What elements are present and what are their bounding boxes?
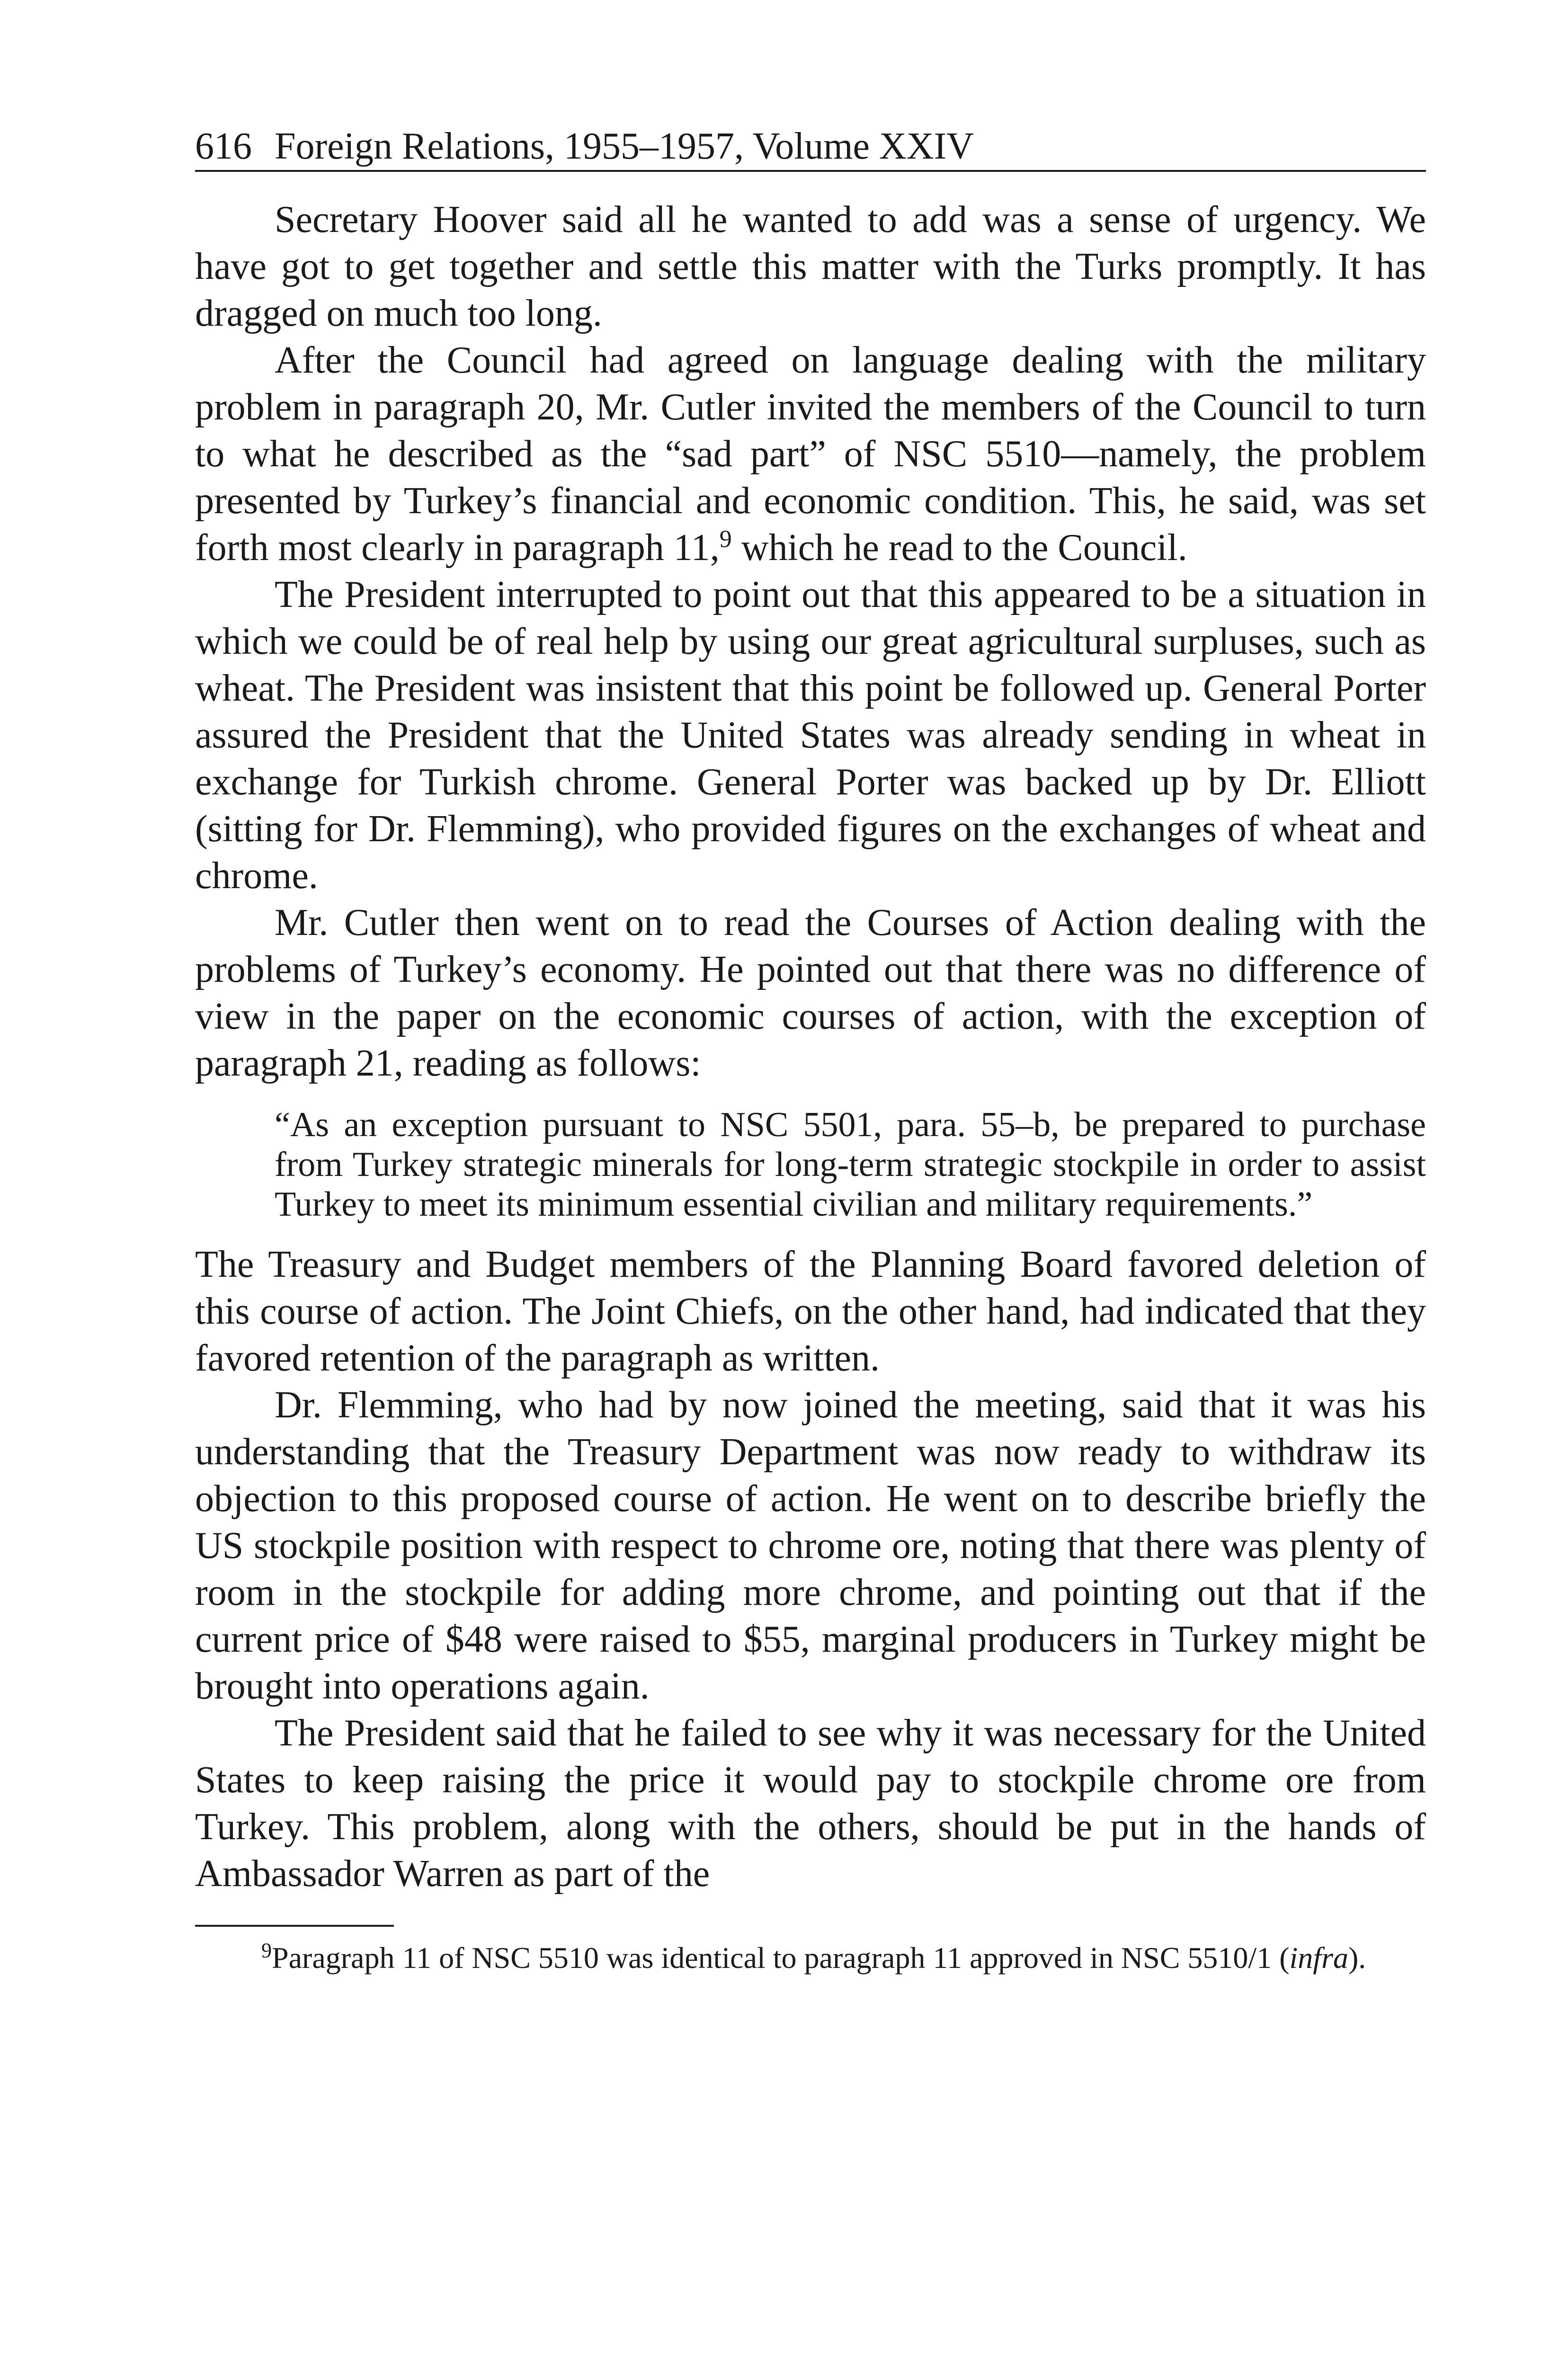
paragraph-hoover: Secretary Hoover said all he wanted to add was a sense of urgency. We have got to get together and settle this matter with the Turks promptly. It has dragged on much too long. bbox=[195, 199, 1426, 334]
paragraph-flemming: Dr. Flemming, who had by now joined the meeting, said that it was his understanding that the Treasury Department was now ready to withdraw its objection to this proposed course of action. He went on to describe briefly the US stockpile position with respect to chrome ore, noting that there was plenty of room in the stockpile for adding more chrome, and pointing out that if the current price of $48 were raised to $55, marginal producers in Turkey might be brought into operations again. bbox=[195, 1384, 1426, 1707]
page-number: 616 bbox=[195, 125, 252, 167]
body-text bbox=[195, 196, 1426, 1897]
footnote-text: Paragraph 11 of NSC 5510 was identical to paragraph 11 approved in NSC 5510/1 ( bbox=[272, 1941, 1290, 1975]
paragraph-cutler-sad-part bbox=[195, 337, 1426, 571]
paragraph-cutler-tail: which he read to the Council. bbox=[731, 527, 1187, 569]
paragraph-president-chrome: The President said that he failed to see why it was necessary for the United States to keep raising the price it would pay to stockpile chrome ore from Turkey. This problem, along with the others, should be put in the hands of Ambassador Warren as part of the bbox=[195, 1712, 1426, 1895]
footnote-reference-9: 9 bbox=[719, 525, 732, 553]
paragraph-courses-of-action: Mr. Cutler then went on to read the Courses of Action dealing with the problems of Turkey’s economy. He pointed out that there was no difference of view in the paper on the economic courses of action, with the exception of paragraph 21, reading as follows: bbox=[195, 902, 1426, 1084]
footnote-text-end: ). bbox=[1348, 1941, 1366, 1975]
document-page bbox=[195, 125, 1426, 1977]
footnote-mark: 9 bbox=[261, 1939, 272, 1962]
paragraph-treasury-budget: The Treasury and Budget members of the Planning Board favored deletion of this course of action. The Joint Chiefs, on the other hand, had indicated that they favored retention of the paragraph as written. bbox=[195, 1244, 1426, 1379]
paragraph-president-wheat: The President interrupted to point out that this appeared to be a situation in which we could be of real help by using our great agricultural surpluses, such as wheat. The President was insistent that this point be followed up. General Porter assured the President that the United States was already sending in wheat in exchange for Turkish chrome. General Porter was backed up by Dr. Elliott (sitting for Dr. Flemming), who provided figures on the exchanges of wheat and chrome. bbox=[195, 574, 1426, 897]
quoted-paragraph-21: “As an exception pursuant to NSC 5501, para. 55–b, be prepared to purchase from Turkey strategic minerals for long-term strategic stockpile in order to assist Turkey to meet its minimum essential civilian and military requirements.” bbox=[275, 1105, 1426, 1224]
running-head bbox=[195, 125, 1426, 172]
footnote-divider bbox=[195, 1925, 394, 1927]
footnote-italic: infra bbox=[1289, 1941, 1348, 1975]
footnote-9 bbox=[195, 1939, 1426, 1977]
volume-title: Foreign Relations, 1955–1957, Volume XXIV bbox=[275, 125, 974, 167]
paragraph-cutler-text: After the Council had agreed on language dealing with the military problem in paragraph 20, Mr. Cutler invited the members of the Council to turn to what he described as the “sad part” of NSC 5510—namely, the problem presented by Turkey’s financial and economic condition. This, he said, was set forth most clearly in paragraph 11, bbox=[195, 339, 1426, 569]
